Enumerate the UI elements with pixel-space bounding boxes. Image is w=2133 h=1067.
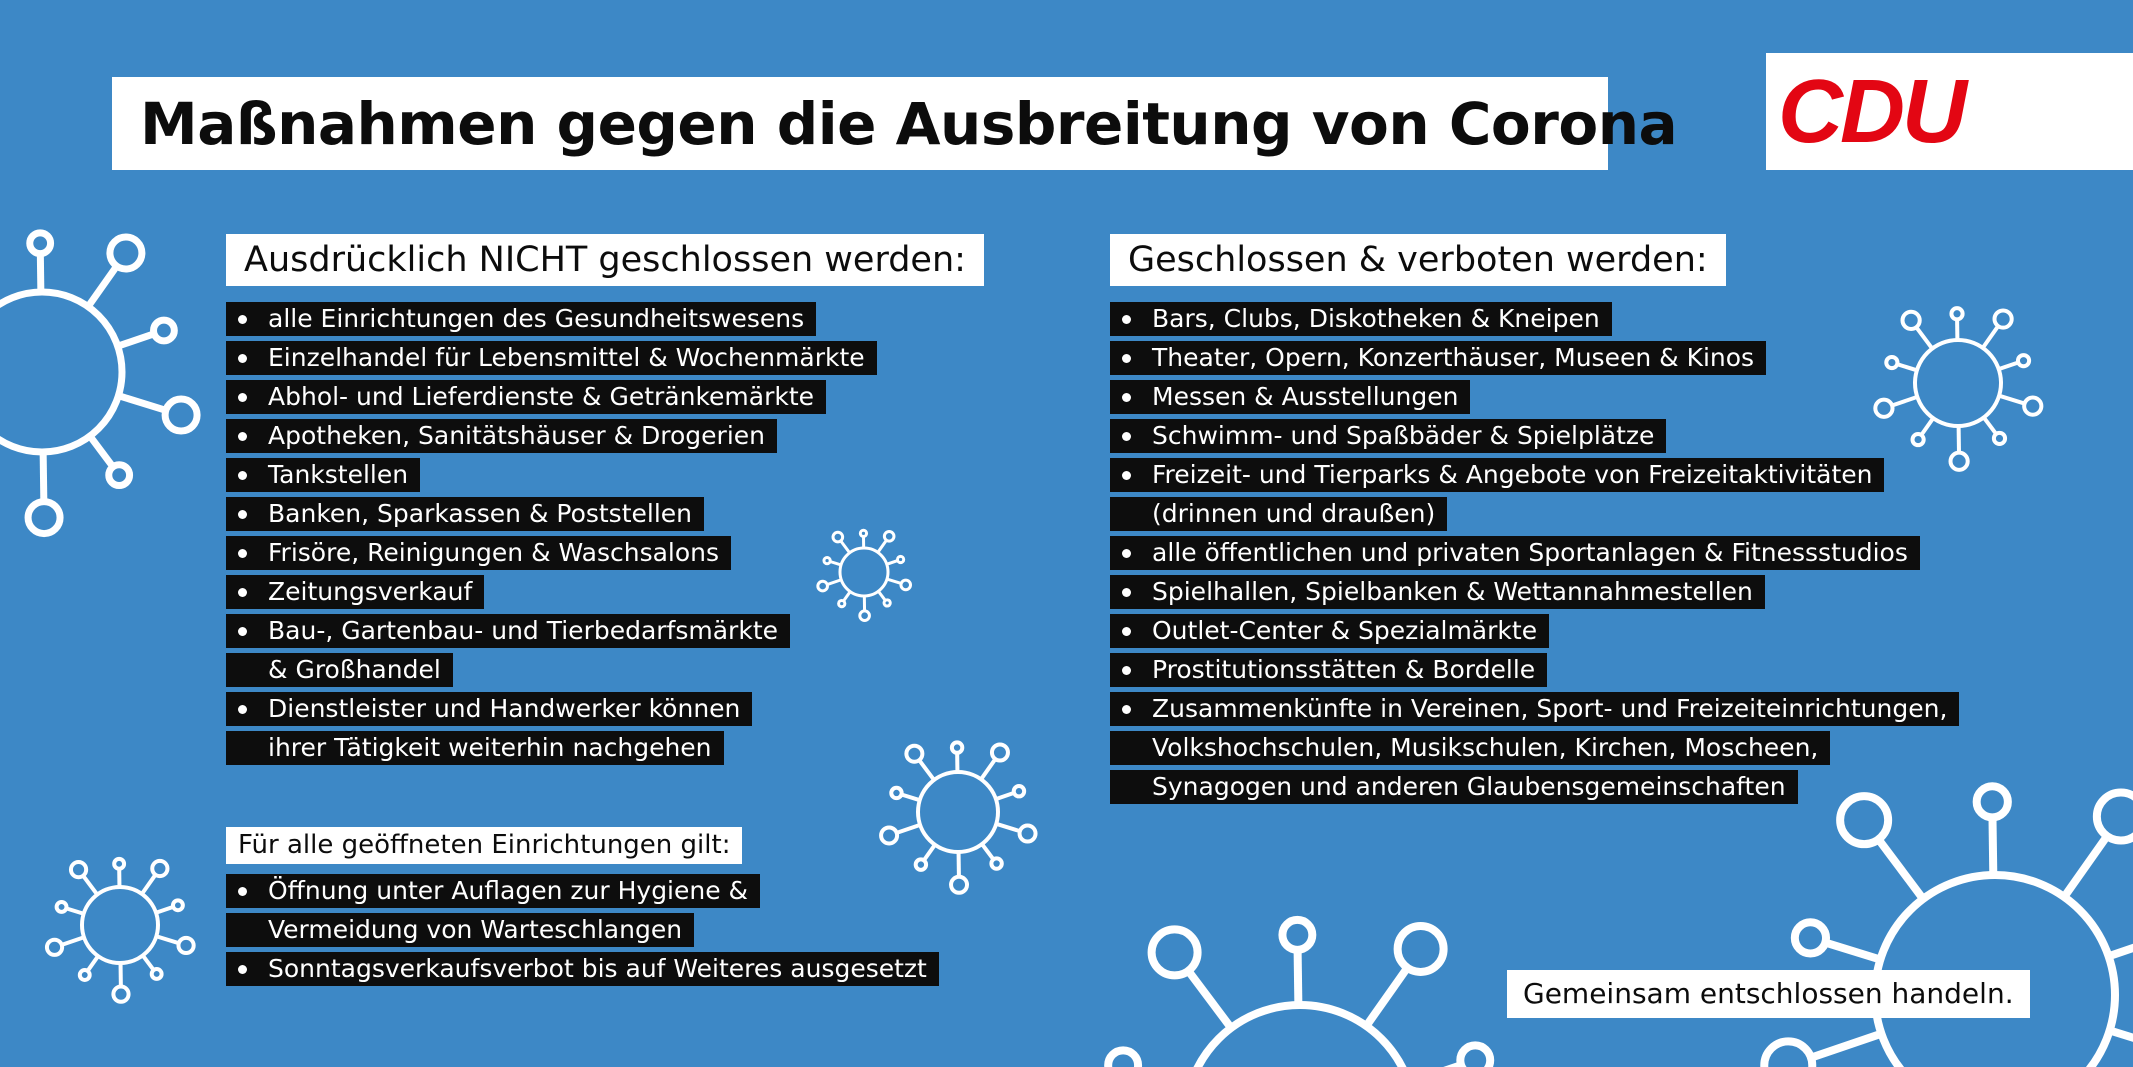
virus-icon [47, 859, 194, 1002]
list-item-text: Tankstellen [226, 458, 420, 492]
list-item [226, 341, 877, 375]
left-column-header: Ausdrücklich NICHT geschlossen werden: [226, 234, 984, 286]
list-item [1110, 380, 1959, 414]
list-item-text: Spielhallen, Spielbanken & Wettannahmestellen [1110, 575, 1765, 609]
list-item [1110, 692, 1959, 726]
list-item [226, 575, 877, 609]
list-item [1110, 614, 1959, 648]
list-item-text: Einzelhandel für Lebensmittel & Wochenmärkte [226, 341, 877, 375]
list-item-text: & Großhandel [226, 653, 453, 687]
virus-icon [1764, 786, 2133, 1067]
list-item-text: Bau-, Gartenbau- und Tierbedarfsmärkte [226, 614, 790, 648]
list-item [226, 653, 877, 687]
list-item-text: alle öffentlichen und privaten Sportanlagen & Fitnessstudios [1110, 536, 1920, 570]
list-item-text: Bars, Clubs, Diskotheken & Kneipen [1110, 302, 1612, 336]
page-title: Maßnahmen gegen die Ausbreitung von Corona [140, 89, 1678, 158]
list-item [226, 913, 939, 947]
rules-list [226, 874, 939, 991]
list-item [1110, 575, 1959, 609]
list-item-text: Apotheken, Sanitätshäuser & Drogerien [226, 419, 777, 453]
list-item-text: Theater, Opern, Konzerthäuser, Museen & Kinos [1110, 341, 1766, 375]
list-item-text: (drinnen und draußen) [1110, 497, 1447, 531]
closed-list [1110, 302, 1959, 809]
list-item-text: Prostitutionsstätten & Bordelle [1110, 653, 1547, 687]
list-item-text: Vermeidung von Warteschlangen [226, 913, 694, 947]
list-item-text: Volkshochschulen, Musikschulen, Kirchen, Moscheen, [1110, 731, 1830, 765]
list-item [226, 419, 877, 453]
list-item [1110, 770, 1959, 804]
cdu-logo-text: CDU [1778, 62, 1964, 162]
slogan: Gemeinsam entschlossen handeln. [1507, 970, 2030, 1018]
list-item [1110, 341, 1959, 375]
list-item-text: Abhol- und Lieferdienste & Getränkemärkte [226, 380, 826, 414]
list-item-text: Banken, Sparkassen & Poststellen [226, 497, 704, 531]
not-closed-list [226, 302, 877, 770]
list-item-text: Messen & Ausstellungen [1110, 380, 1470, 414]
list-item [226, 380, 877, 414]
list-item-text: ihrer Tätigkeit weiterhin nachgehen [226, 731, 724, 765]
list-item-text: Schwimm- und Spaßbäder & Spielplätze [1110, 419, 1666, 453]
list-item-text: Freizeit- und Tierparks & Angebote von Freizeitaktivitäten [1110, 458, 1884, 492]
list-item [226, 302, 877, 336]
list-item-text: Zusammenkünfte in Vereinen, Sport- und Freizeiteinrichtungen, [1110, 692, 1959, 726]
list-item [1110, 536, 1959, 570]
list-item-text: alle Einrichtungen des Gesundheitswesens [226, 302, 816, 336]
list-item [1110, 419, 1959, 453]
virus-icon [881, 742, 1035, 892]
list-item [1110, 731, 1959, 765]
list-item-text: Zeitungsverkauf [226, 575, 484, 609]
list-item [1110, 302, 1959, 336]
list-item-text: Dienstleister und Handwerker können [226, 692, 752, 726]
list-item [226, 952, 939, 986]
virus-icon [0, 233, 197, 534]
cdu-logo [1766, 53, 2133, 170]
list-item-text: Outlet-Center & Spezialmärkte [1110, 614, 1549, 648]
list-item [1110, 497, 1959, 531]
list-item-text: Öffnung unter Auflagen zur Hygiene & [226, 874, 760, 908]
list-item [226, 536, 877, 570]
rules-header: Für alle geöffneten Einrichtungen gilt: [226, 827, 742, 864]
list-item-text: Sonntagsverkaufsverbot bis auf Weiteres ausgesetzt [226, 952, 939, 986]
list-item [226, 614, 877, 648]
list-item [226, 731, 877, 765]
list-item [1110, 458, 1959, 492]
right-column-header: Geschlossen & verboten werden: [1110, 234, 1726, 286]
list-item [226, 874, 939, 908]
list-item-text: Synagogen und anderen Glaubensgemeinschaften [1110, 770, 1798, 804]
list-item [226, 497, 877, 531]
list-item [1110, 653, 1959, 687]
title-banner [112, 77, 1678, 170]
list-item [226, 692, 877, 726]
list-item-text: Frisöre, Reinigungen & Waschsalons [226, 536, 731, 570]
list-item [226, 458, 877, 492]
virus-icon [1079, 920, 1523, 1067]
